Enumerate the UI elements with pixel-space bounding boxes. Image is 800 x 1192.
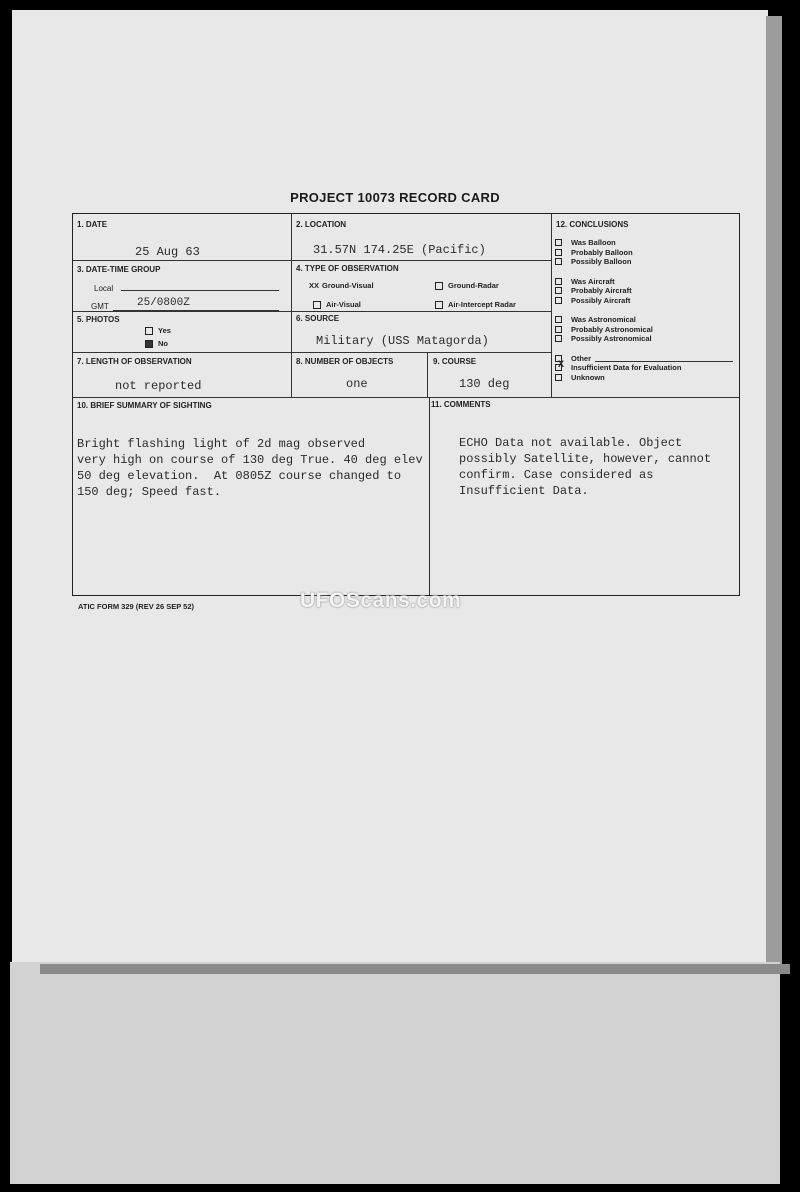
conclusion-probably-balloon: Probably Balloon — [555, 248, 733, 258]
checkbox — [555, 287, 562, 294]
air-visual-option — [313, 300, 361, 309]
summary-label: 10. BRIEF SUMMARY OF SIGHTING — [77, 401, 212, 410]
air-intercept-label: Air-Intercept Radar — [448, 300, 516, 309]
conclusions-label: 12. CONCLUSIONS — [556, 220, 629, 229]
photos-label: 5. PHOTOS — [77, 315, 120, 324]
date-value: 25 Aug 63 — [135, 245, 200, 259]
paper-edge — [766, 16, 782, 966]
divider — [551, 214, 552, 397]
summary-text: Bright flashing light of 2d mag observed very high on course of 130 deg True. 40 deg elev 50 deg elevation. At 0805Z course changed to 150 deg; Speed fast. — [77, 437, 423, 499]
gmt-label: GMT — [91, 302, 109, 311]
course-value: 130 deg — [459, 377, 510, 391]
checkbox — [555, 374, 562, 381]
checkbox — [555, 278, 562, 285]
checkbox — [555, 335, 562, 342]
checkbox — [555, 326, 562, 333]
lower-sheet — [10, 962, 780, 1184]
checkbox-checked — [555, 359, 565, 371]
air-visual-checkbox — [313, 301, 321, 309]
photos-no-option — [145, 339, 168, 348]
comments-label: 11. COMMENTS — [431, 400, 491, 409]
conclusion-possibly-aircraft: Possibly Aircraft — [555, 296, 733, 306]
card-title: PROJECT 10073 RECORD CARD — [290, 190, 500, 205]
divider — [73, 311, 551, 312]
photos-yes-label: Yes — [158, 326, 171, 335]
course-label: 9. COURSE — [433, 357, 477, 366]
conclusion-probably-aircraft: Probably Aircraft — [555, 286, 733, 296]
number-objects-value: one — [346, 377, 368, 391]
length-label: 7. LENGTH OF OBSERVATION — [77, 357, 192, 366]
divider — [427, 352, 428, 397]
photos-yes-option — [145, 326, 171, 335]
air-visual-label: Air-Visual — [326, 300, 361, 309]
conclusion-possibly-balloon: Possibly Balloon — [555, 257, 733, 267]
ground-visual-mark: XX — [309, 281, 320, 290]
date-label: 1. DATE — [77, 220, 108, 229]
ground-radar-checkbox — [435, 282, 443, 290]
conclusion-was-balloon: Was Balloon — [555, 238, 733, 248]
check-mark: X — [558, 359, 565, 370]
conclusion-was-astronomical: Was Astronomical — [555, 315, 733, 325]
checkbox — [555, 249, 562, 256]
conclusions-list — [555, 238, 733, 382]
photos-yes-checkbox — [145, 327, 153, 335]
source-value: Military (USS Matagorda) — [316, 334, 489, 348]
local-label: Local — [94, 284, 114, 293]
lower-sheet-edge — [40, 964, 790, 974]
conclusion-possibly-astronomical: Possibly Astronomical — [555, 334, 733, 344]
air-intercept-checkbox — [435, 301, 443, 309]
conclusion-was-aircraft: Was Aircraft — [555, 277, 733, 287]
ground-visual-label: Ground-Visual — [322, 281, 374, 290]
air-intercept-option — [435, 300, 516, 309]
length-value: not reported — [115, 379, 202, 393]
divider — [73, 352, 551, 353]
divider — [73, 260, 551, 261]
number-objects-label: 8. NUMBER OF OBJECTS — [296, 357, 394, 366]
observation-type-label: 4. TYPE OF OBSERVATION — [296, 264, 399, 273]
local-line — [121, 290, 279, 291]
divider — [291, 214, 292, 397]
date-time-group-label: 3. DATE-TIME GROUP — [77, 265, 161, 274]
ground-visual-option — [309, 281, 374, 290]
form-number: ATIC FORM 329 (REV 26 SEP 52) — [78, 602, 195, 611]
other-line — [595, 361, 733, 362]
checkbox — [555, 258, 562, 265]
divider — [429, 397, 430, 595]
location-label: 2. LOCATION — [296, 220, 347, 229]
location-value: 31.57N 174.25E (Pacific) — [313, 243, 486, 257]
ground-radar-option — [435, 281, 499, 290]
gmt-value: 25/0800Z — [137, 297, 190, 309]
gmt-line — [113, 310, 279, 311]
conclusion-unknown: Unknown — [555, 373, 733, 383]
conclusion-probably-astronomical: Probably Astronomical — [555, 325, 733, 335]
checkbox — [555, 297, 562, 304]
photos-no-checkbox — [145, 340, 153, 348]
watermark: UFOScans.com — [300, 589, 462, 612]
source-label: 6. SOURCE — [296, 314, 340, 323]
comments-text: ECHO Data not available. Object possibly Satellite, however, cannot confirm. Case considered as Insufficient Data. — [459, 436, 712, 498]
checkbox — [555, 239, 562, 246]
photos-no-label: No — [158, 339, 168, 348]
conclusion-other: Other — [555, 354, 733, 364]
divider — [73, 397, 739, 398]
ground-radar-label: Ground-Radar — [448, 281, 499, 290]
conclusion-insufficient-data: X Insufficient Data for Evaluation — [555, 363, 733, 373]
checkbox — [555, 316, 562, 323]
